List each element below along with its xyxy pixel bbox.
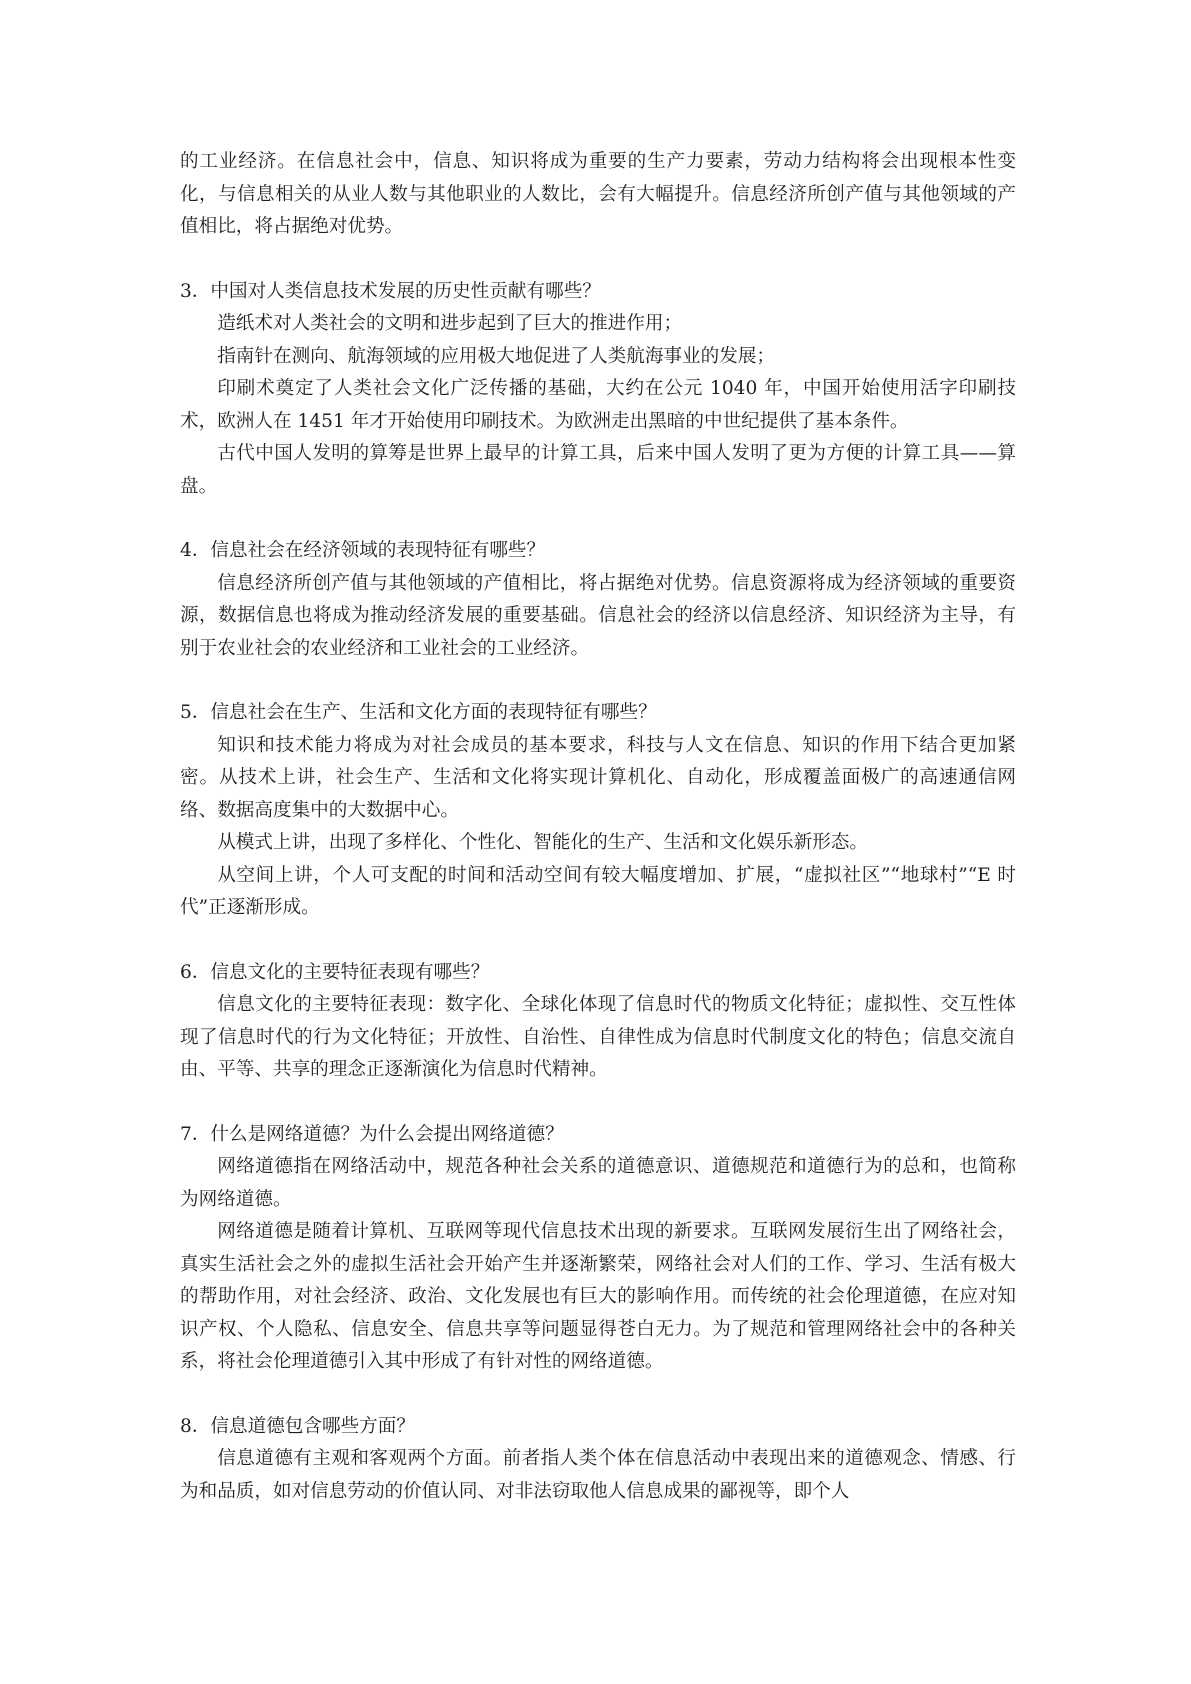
intro-paragraph: 的工业经济。在信息社会中，信息、知识将成为重要的生产力要素，劳动力结构将会出现根本性变化，与信息相关的从业人数与其他职业的人数比，会有大幅提升。信息经济所创产值与其他领域的产值相比，将占据绝对优势。	[180, 151, 1016, 237]
answer-paragraph: 从模式上讲，出现了多样化、个性化、智能化的生产、生活和文化娱乐新形态。	[217, 832, 868, 853]
answer-paragraph: 知识和技术能力将成为对社会成员的基本要求，科技与人文在信息、知识的作用下结合更加紧密。从技术上讲，社会生产、生活和文化将实现计算机化、自动化，形成覆盖面极广的高速通信网络、数据高度集中的大数据中心。	[180, 734, 1016, 821]
section-8	[180, 1411, 1016, 1509]
answer-paragraph: 网络道德是随着计算机、互联网等现代信息技术出现的新要求。互联网发展衍生出了网络社会，真实生活社会之外的虚拟生活社会开始产生并逐渐繁荣，网络社会对人们的工作、学习、生活有极大的帮助作用，对社会经济、政治、文化发展也有巨大的影响作用。而传统的社会伦理道德，在应对知识产权、个人隐私、信息安全、信息共享等问题显得苍白无力。为了规范和管理网络社会中的各种关系，将社会伦理道德引入其中形成了有针对性的网络道德。	[180, 1221, 1016, 1372]
question-heading: 7．什么是网络道德？为什么会提出网络道德？	[180, 1123, 564, 1145]
answer-paragraph: 指南针在测向、航海领域的应用极大地促进了人类航海事业的发展；	[217, 345, 776, 367]
section-6	[180, 957, 1016, 1087]
answer-paragraph: 造纸术对人类社会的文明和进步起到了巨大的推进作用；	[217, 313, 683, 334]
question-heading: 8．信息道德包含哪些方面？	[180, 1415, 415, 1437]
answer-paragraph: 信息经济所创产值与其他领域的产值相比，将占据绝对优势。信息资源将成为经济领域的重要资源，数据信息也将成为推动经济发展的重要基础。信息社会的经济以信息经济、知识经济为主导，有别于农业社会的农业经济和工业社会的工业经济。	[180, 572, 1016, 659]
question-heading: 6．信息文化的主要特征表现有哪些？	[180, 961, 490, 983]
question-heading: 4．信息社会在经济领域的表现特征有哪些？	[180, 540, 546, 561]
section-3	[180, 276, 1016, 504]
answer-paragraph: 信息道德有主观和客观两个方面。前者指人类个体在信息活动中表现出来的道德观念、情感、行为和品质，如对信息劳动的价值认同、对非法窃取他人信息成果的鄙视等，即个人	[180, 1448, 1016, 1502]
question-heading: 3．中国对人类信息技术发展的历史性贡献有哪些？	[180, 280, 601, 302]
answer-paragraph: 信息文化的主要特征表现：数字化、全球化体现了信息时代的物质文化特征；虚拟性、交互性体现了信息时代的行为文化特征；开放性、自治性、自律性成为信息时代制度文化的特色；信息交流自由、平等、共享的理念正逐渐演化为信息时代精神。	[180, 994, 1016, 1080]
section-5	[180, 697, 1016, 925]
section-4	[180, 535, 1016, 665]
section-7	[180, 1119, 1016, 1379]
answer-paragraph: 印刷术奠定了人类社会文化广泛传播的基础，大约在公元 1040 年，中国开始使用活字印刷技术，欧洲人在 1451 年才开始使用印刷技术。为欧洲走出黑暗的中世纪提供了基本条件。	[180, 378, 1016, 432]
question-heading: 5．信息社会在生产、生活和文化方面的表现特征有哪些？	[180, 702, 657, 723]
answer-paragraph: 古代中国人发明的算筹是世界上最早的计算工具，后来中国人发明了更为方便的计算工具——算盘。	[180, 443, 1016, 497]
document-body	[180, 146, 1016, 1508]
answer-paragraph: 网络道德指在网络活动中，规范各种社会关系的道德意识、道德规范和道德行为的总和，也简称为网络道德。	[180, 1156, 1016, 1210]
answer-paragraph: 从空间上讲，个人可支配的时间和活动空间有较大幅度增加、扩展，“虚拟社区”“地球村”“E 时代”正逐渐形成。	[180, 864, 1016, 918]
